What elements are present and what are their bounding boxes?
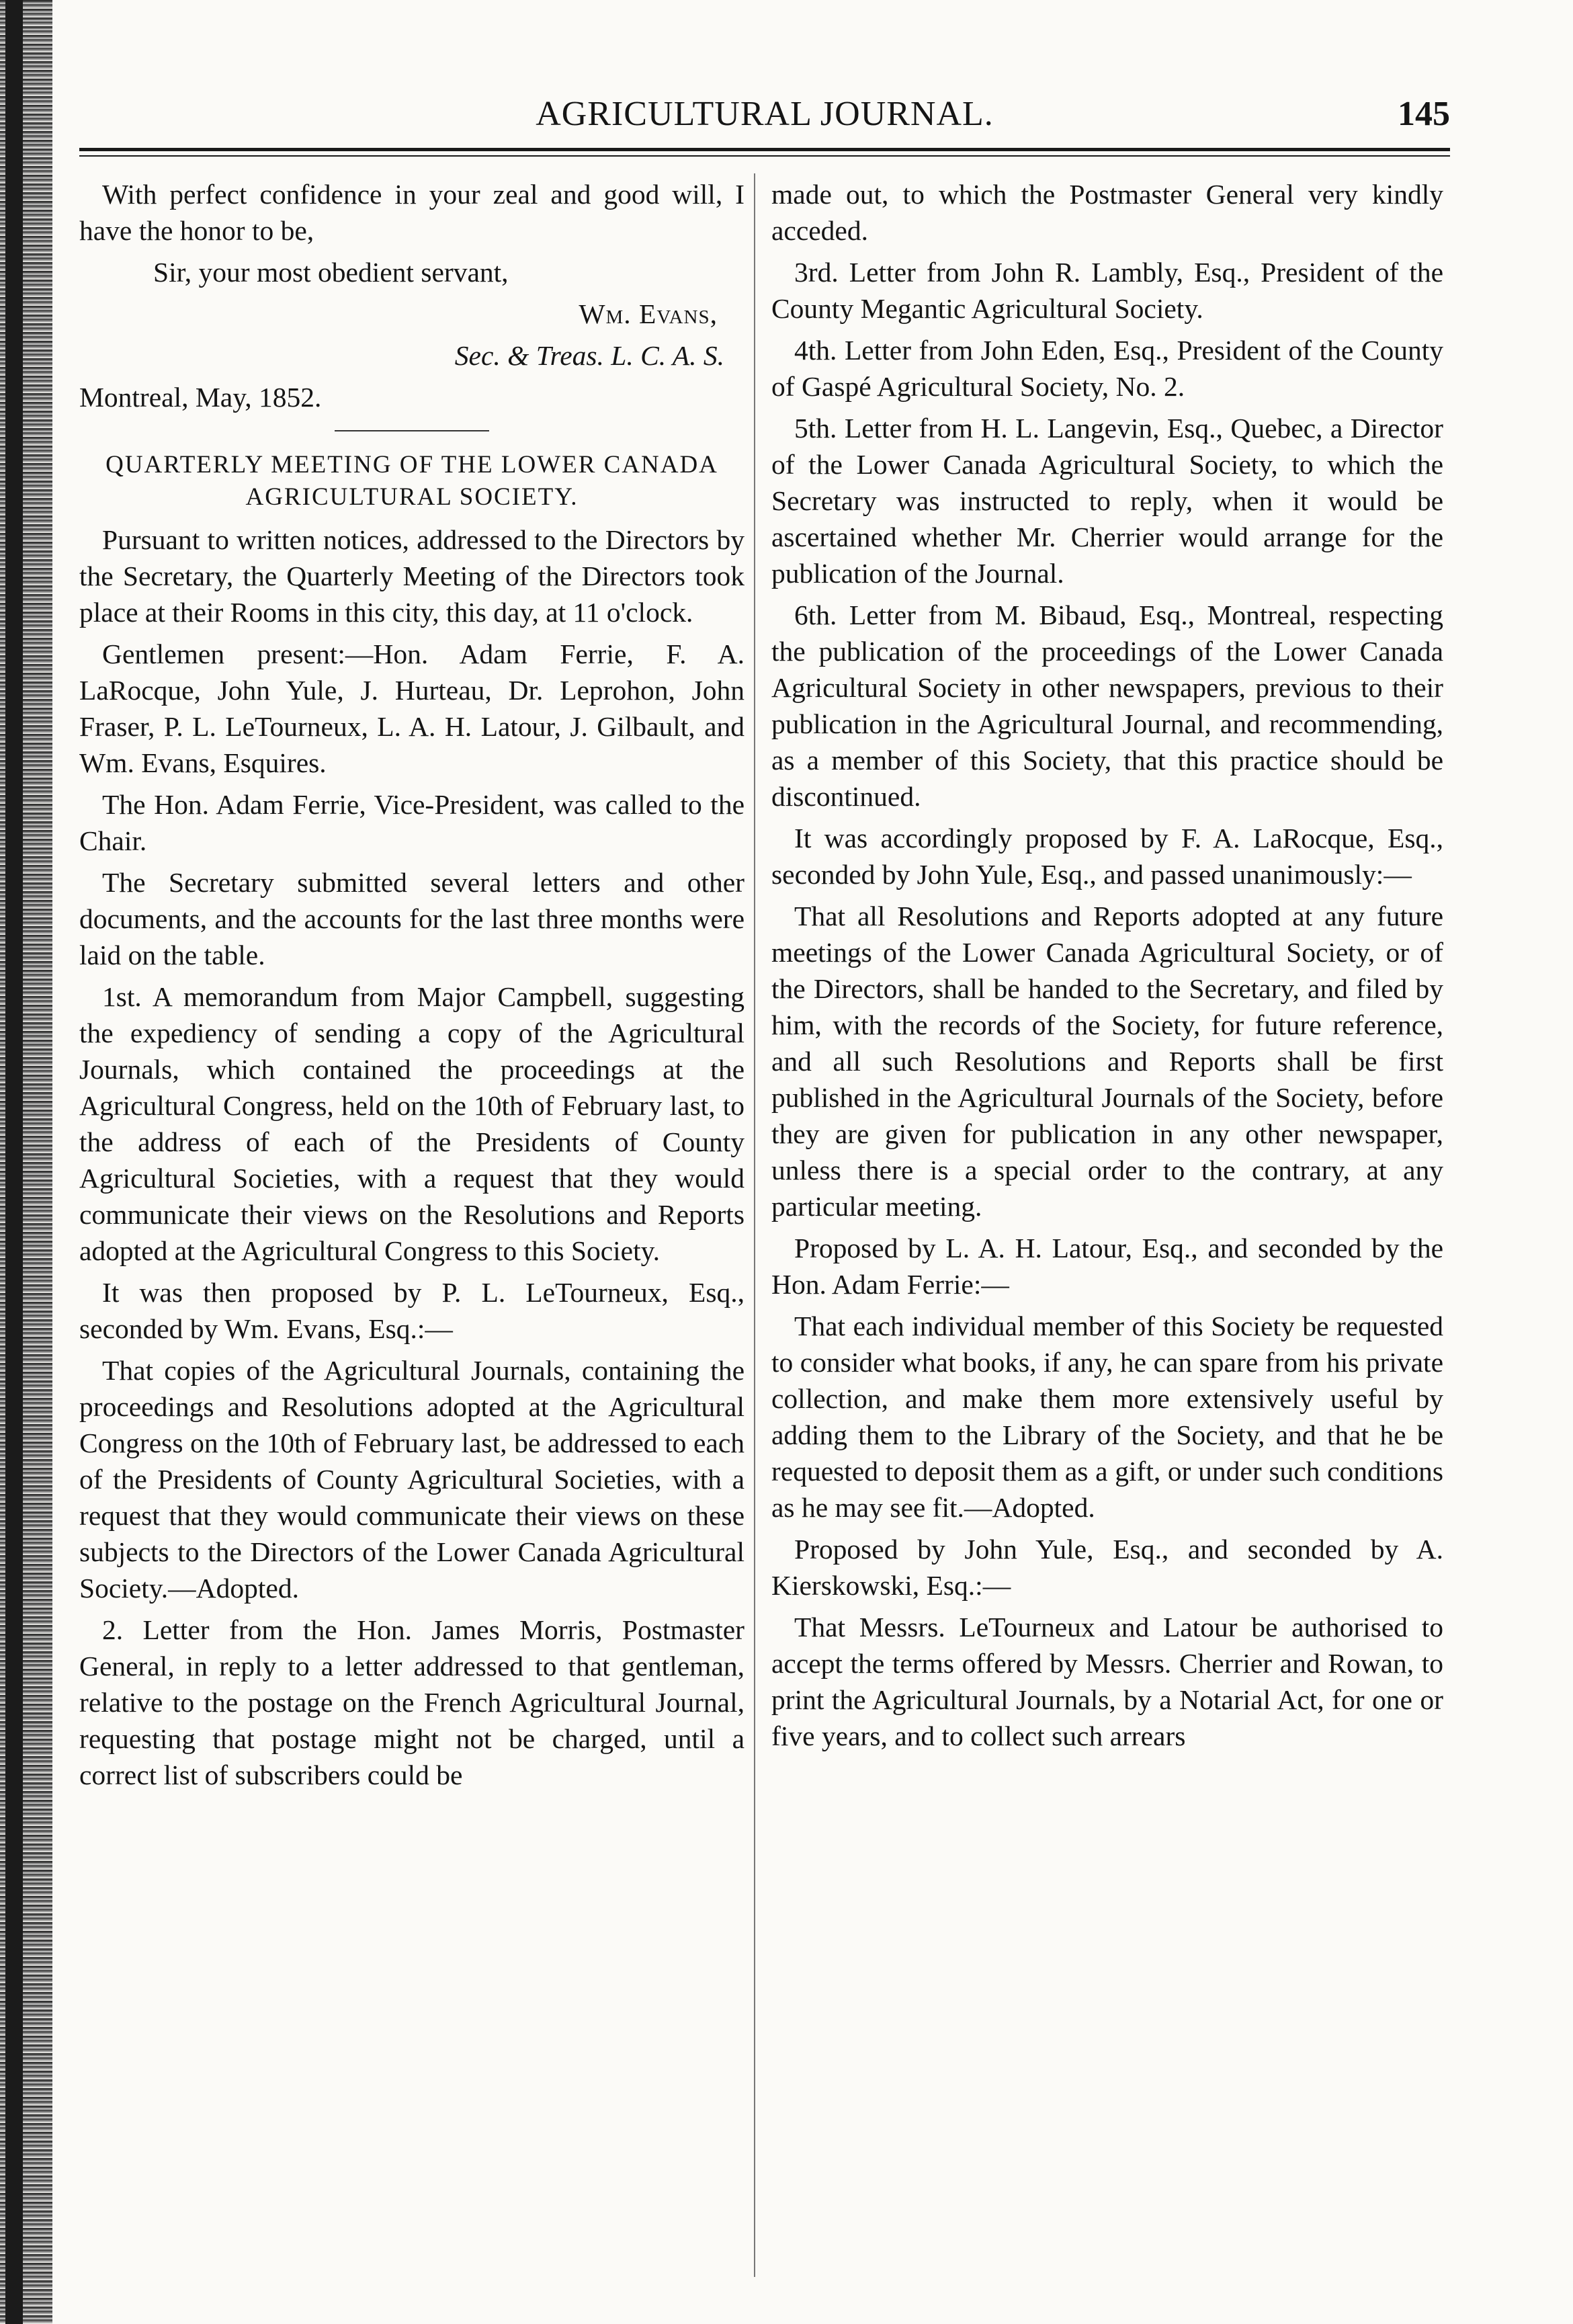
section-divider — [335, 430, 489, 431]
letter-closing: With perfect confidence in your zeal and good will, I have the honor to be, — [79, 179, 745, 246]
signature-title: Sec. & Treas. L. C. A. S. — [454, 340, 724, 371]
paragraph: The Hon. Adam Ferrie, Vice-President, was called to the Chair. — [79, 789, 745, 856]
page-binding-shadow — [5, 0, 23, 2324]
page-header — [79, 94, 1450, 141]
running-title: AGRICULTURAL JOURNAL. — [536, 95, 994, 133]
paragraph: 5th. Letter from H. L. Langevin, Esq., Quebec, a Director of the Lower Canada Agricultural Society, to which the Secretary was instructed to reply, when it would be ascertained whether Mr. Cherrier would arrange for the publication of the Journal. — [771, 413, 1443, 589]
paragraph: That copies of the Agricultural Journals, containing the proceedings and Resolutions adopted at the Agricultural Congress on the 10th of February last, be addressed to each of the Presidents of County Agricultural Societies, with a request that they would communicate their views on these subjects to the Directors of the Lower Canada Agricultural Society.—Adopted. — [79, 1355, 745, 1604]
paragraph: 1st. A memorandum from Major Campbell, suggesting the expediency of sending a copy of the Agricultural Journals, which contained the proceedings at the Agricultural Congress, held on the 10th of February last, to the address of each of the Presidents of County Agricultural Societies, with a request that they would communicate their views on the Resolutions and Reports adopted at the Agricultural Congress to this Society. — [79, 981, 745, 1266]
section-title: QUARTERLY MEETING OF THE LOWER CANADA AGRICULTURAL SOCIETY. — [105, 451, 718, 511]
header-rule-thick — [79, 148, 1450, 151]
paragraph: 4th. Letter from John Eden, Esq., President of the County of Gaspé Agricultural Society, No. 2. — [771, 335, 1443, 402]
paragraph: made out, to which the Postmaster General very kindly acceded. — [771, 179, 1443, 246]
paragraph: That each individual member of this Society be requested to consider what books, if any, he can spare from his private collection, and make them more extensively useful by adding them to the Library of the Society, and that he be requested to deposit them as a gift, or under such conditions as he may see fit.—Adopted. — [771, 1311, 1443, 1523]
paragraph: The Secretary submitted several letters and other documents, and the accounts for the last three months were laid on the table. — [79, 867, 745, 970]
paragraph: Gentlemen present:—Hon. Adam Ferrie, F. A. LaRocque, John Yule, J. Hurteau, Dr. Leprohon, John Fraser, P. L. LeTourneux, L. A. H. Latour, J. Gilbault, and Wm. Evans, Esquires. — [79, 638, 745, 778]
paragraph: 2. Letter from the Hon. James Morris, Postmaster General, in reply to a letter addressed to that gentleman, relative to the postage on the French Agricultural Journal, requesting that postage might not be charged, until a correct list of subscribers could be — [79, 1614, 745, 1790]
signature-name: Wm. Evans, — [579, 298, 718, 329]
paragraph: It was accordingly proposed by F. A. LaRocque, Esq., seconded by John Yule, Esq., and passed unanimously:— — [771, 823, 1443, 890]
right-column — [771, 176, 1443, 1759]
page-number: 145 — [1398, 95, 1450, 133]
letter-salutation: Sir, your most obedient servant, — [153, 257, 509, 288]
paragraph: That all Resolutions and Reports adopted at any future meetings of the Lower Canada Agricultural Society, or of the Directors, shall be handed to the Secretary, and filed by him, with the records of the Society, for future reference, and all such Resolutions and Reports shall be first published in the Agricultural Journals of the Society, before they are given for publication in any other newspaper, unless there is a special order to the contrary, at any particular meeting. — [771, 901, 1443, 1222]
paragraph: Proposed by John Yule, Esq., and seconded by A. Kierskowski, Esq.:— — [771, 1534, 1443, 1601]
paragraph: That Messrs. LeTourneux and Latour be authorised to accept the terms offered by Messrs. Cherrier and Rowan, to print the Agricultural Journals, by a Notarial Act, for one or five years, and to collect such arrears — [771, 1612, 1443, 1751]
column-divider — [754, 173, 755, 2277]
paragraph: 6th. Letter from M. Bibaud, Esq., Montreal, respecting the publication of the proceedings of the Lower Canada Agricultural Society in other newspapers, previous to their publication in the Agricultural Journal, and recommending, as a member of this Society, that this practice should be discontinued. — [771, 599, 1443, 812]
header-rule-thin — [79, 155, 1450, 157]
place-date: Montreal, May, 1852. — [79, 382, 322, 413]
paragraph: 3rd. Letter from John R. Lambly, Esq., President of the County Megantic Agricultural Society. — [771, 257, 1443, 324]
paragraph: It was then proposed by P. L. LeTourneux, Esq., seconded by Wm. Evans, Esq.:— — [79, 1277, 745, 1344]
paragraph: Proposed by L. A. H. Latour, Esq., and seconded by the Hon. Adam Ferrie:— — [771, 1233, 1443, 1300]
left-column — [79, 176, 745, 1798]
paragraph: Pursuant to written notices, addressed to the Directors by the Secretary, the Quarterly Meeting of the Directors took place at their Rooms in this city, this day, at 11 o'clock. — [79, 524, 745, 628]
